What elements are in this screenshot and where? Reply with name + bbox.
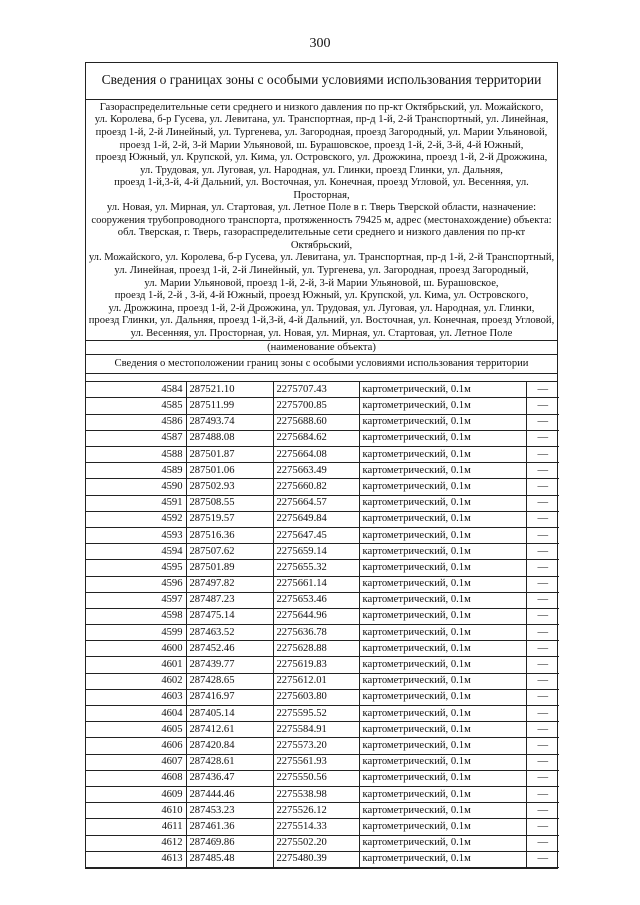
method-accuracy-cell: картометрический, 0.1м [359,608,526,624]
point-number-cell: 4608 [86,770,186,786]
note-cell: — [526,722,559,738]
y-coordinate-cell: 2275595.52 [273,706,359,722]
point-number-cell: 4597 [86,592,186,608]
table-row [86,641,559,657]
x-coordinate-cell: 287439.77 [186,657,273,673]
y-coordinate-cell: 2275561.93 [273,754,359,770]
point-number-cell: 4593 [86,527,186,543]
table-row [86,738,559,754]
point-number-cell: 4591 [86,495,186,511]
method-accuracy-cell: картометрический, 0.1м [359,738,526,754]
x-coordinate-cell: 287452.46 [186,641,273,657]
y-coordinate-cell: 2275655.32 [273,560,359,576]
method-accuracy-cell: картометрический, 0.1м [359,592,526,608]
page-number: 300 [309,36,331,51]
object-name-label: (наименование объекта) [86,340,557,355]
note-cell: — [526,447,559,463]
y-coordinate-cell: 2275688.60 [273,414,359,430]
y-coordinate-cell: 2275550.56 [273,770,359,786]
x-coordinate-cell: 287475.14 [186,608,273,624]
note-cell: — [526,592,559,608]
x-coordinate-cell: 287469.86 [186,835,273,851]
y-coordinate-cell: 2275661.14 [273,576,359,592]
point-number-cell: 4603 [86,689,186,705]
table-row [86,398,559,414]
description-line: Газораспределительные сети среднего и низкого давления по пр-кт Октябрьский, ул. Можайского, [99,101,544,113]
x-coordinate-cell: 287519.57 [186,511,273,527]
x-coordinate-cell: 287444.46 [186,786,273,802]
location-section-title: Сведения о местоположении границ зоны с особыми условиями использования территории [86,355,557,374]
table-row [86,495,559,511]
x-coordinate-cell: 287507.62 [186,544,273,560]
y-coordinate-cell: 2275659.14 [273,544,359,560]
method-accuracy-cell: картометрический, 0.1м [359,673,526,689]
x-coordinate-cell: 287485.48 [186,851,273,867]
y-coordinate-cell: 2275663.49 [273,463,359,479]
method-accuracy-cell: картометрический, 0.1м [359,835,526,851]
table-row [86,835,559,851]
table-row [86,382,559,398]
method-accuracy-cell: картометрический, 0.1м [359,689,526,705]
x-coordinate-cell: 287493.74 [186,414,273,430]
method-accuracy-cell: картометрический, 0.1м [359,495,526,511]
y-coordinate-cell: 2275573.20 [273,738,359,754]
x-coordinate-cell: 287420.84 [186,738,273,754]
point-number-cell: 4587 [86,430,186,446]
table-row [86,560,559,576]
method-accuracy-cell: картометрический, 0.1м [359,706,526,722]
point-number-cell: 4588 [86,447,186,463]
x-coordinate-cell: 287416.97 [186,689,273,705]
point-number-cell: 4606 [86,738,186,754]
section-title: Сведения о границах зоны с особыми условиями использования территории [86,63,557,100]
y-coordinate-cell: 2275644.96 [273,608,359,624]
method-accuracy-cell: картометрический, 0.1м [359,511,526,527]
point-number-cell: 4592 [86,511,186,527]
description-line: проезд Южный, ул. Крупской, ул. Кима, ул. Островского, ул. Дрожжина, проезд 1-й, 2-й Дрожжина, [95,152,548,164]
description-line: ул. Можайского, ул. Королева, б-р Гусева, ул. Левитана, ул. Транспортная, пр-д 1-й, 2-й Транспортный, [88,252,555,264]
y-coordinate-cell: 2275700.85 [273,398,359,414]
note-cell: — [526,851,559,867]
point-number-cell: 4604 [86,706,186,722]
y-coordinate-cell: 2275664.57 [273,495,359,511]
y-coordinate-cell: 2275628.88 [273,641,359,657]
method-accuracy-cell: картометрический, 0.1м [359,641,526,657]
x-coordinate-cell: 287436.47 [186,770,273,786]
y-coordinate-cell: 2275619.83 [273,657,359,673]
table-row [86,689,559,705]
method-accuracy-cell: картометрический, 0.1м [359,414,526,430]
method-accuracy-cell: картометрический, 0.1м [359,754,526,770]
table-row [86,592,559,608]
table-row [86,706,559,722]
point-number-cell: 4599 [86,625,186,641]
y-coordinate-cell: 2275502.20 [273,835,359,851]
note-cell: — [526,560,559,576]
table-row [86,430,559,446]
y-coordinate-cell: 2275612.01 [273,673,359,689]
method-accuracy-cell: картометрический, 0.1м [359,625,526,641]
y-coordinate-cell: 2275603.80 [273,689,359,705]
description-line: проезд 1-й, 2-й , 3-й, 4-й Южный, проезд Южный, ул. Крупской, ул. Кима, ул. Островского, [114,290,529,302]
method-accuracy-cell: картометрический, 0.1м [359,447,526,463]
point-number-cell: 4612 [86,835,186,851]
description-line: ул. Королева, б-р Гусева, ул. Левитана, ул. Транспортная, пр-д 1-й, 2-й Транспортный, ул. Линейная, [94,114,549,126]
method-accuracy-cell: картометрический, 0.1м [359,819,526,835]
point-number-cell: 4586 [86,414,186,430]
x-coordinate-cell: 287487.23 [186,592,273,608]
table-row [86,414,559,430]
note-cell: — [526,511,559,527]
description-line: ул. Линейная, проезд 1-й, 2-й Линейный, ул. Тургенева, ул. Загородная, проезд Загородный, [114,264,529,276]
y-coordinate-cell: 2275538.98 [273,786,359,802]
x-coordinate-cell: 287508.55 [186,495,273,511]
point-number-cell: 4585 [86,398,186,414]
method-accuracy-cell: картометрический, 0.1м [359,398,526,414]
x-coordinate-cell: 287501.87 [186,447,273,463]
method-accuracy-cell: картометрический, 0.1м [359,770,526,786]
note-cell: — [526,382,559,398]
description-line: проезд 1-й, 2-й, 3-й Марии Ульяновой, ш. Бурашовское, проезд 1-й, 2-й, 3-й, 4-й Южный, [119,139,524,151]
x-coordinate-cell: 287405.14 [186,706,273,722]
method-accuracy-cell: картометрический, 0.1м [359,786,526,802]
method-accuracy-cell: картометрический, 0.1м [359,527,526,543]
y-coordinate-cell: 2275514.33 [273,819,359,835]
point-number-cell: 4610 [86,803,186,819]
point-number-cell: 4600 [86,641,186,657]
point-number-cell: 4609 [86,786,186,802]
point-number-cell: 4605 [86,722,186,738]
method-accuracy-cell: картометрический, 0.1м [359,430,526,446]
table-row [86,479,559,495]
description-line: проезд 1-й, 2-й Линейный, ул. Тургенева, ул. Загородная, проезд Загородный, ул. Марии Ульяновой, [95,126,548,138]
note-cell: — [526,657,559,673]
description-line: обл. Тверская, г. Тверь, газораспределительные сети среднего и низкого давления по пр-кт Октябрьский, [117,227,526,251]
y-coordinate-cell: 2275684.62 [273,430,359,446]
point-number-cell: 4613 [86,851,186,867]
x-coordinate-cell: 287521.10 [186,382,273,398]
note-cell: — [526,738,559,754]
x-coordinate-cell: 287511.99 [186,398,273,414]
note-cell: — [526,786,559,802]
object-description [86,100,557,340]
y-coordinate-cell: 2275707.43 [273,382,359,398]
table-row [86,447,559,463]
y-coordinate-cell: 2275584.91 [273,722,359,738]
x-coordinate-cell: 287428.65 [186,673,273,689]
point-number-cell: 4601 [86,657,186,673]
point-number-cell: 4594 [86,544,186,560]
table-row [86,625,559,641]
table-row [86,722,559,738]
table-row [86,770,559,786]
y-coordinate-cell: 2275664.08 [273,447,359,463]
y-coordinate-cell: 2275647.45 [273,527,359,543]
note-cell: — [526,641,559,657]
note-cell: — [526,544,559,560]
method-accuracy-cell: картометрический, 0.1м [359,382,526,398]
point-number-cell: 4607 [86,754,186,770]
table-row [86,657,559,673]
x-coordinate-cell: 287412.61 [186,722,273,738]
table-row [86,803,559,819]
table-row [86,851,559,867]
description-line: ул. Весенняя, ул. Просторная, ул. Новая, ул. Мирная, ул. Стартовая, ул. Летное Поле [130,327,513,339]
x-coordinate-cell: 287502.93 [186,479,273,495]
table-row [86,576,559,592]
x-coordinate-cell: 287501.89 [186,560,273,576]
note-cell: — [526,819,559,835]
table-row [86,463,559,479]
note-cell: — [526,430,559,446]
table-row [86,754,559,770]
method-accuracy-cell: картометрический, 0.1м [359,560,526,576]
coordinates-table [86,382,559,868]
note-cell: — [526,495,559,511]
point-number-cell: 4596 [86,576,186,592]
note-cell: — [526,527,559,543]
table-row [86,819,559,835]
description-line: сооружения трубопроводного транспорта, протяженность 79425 м, адрес (местонахождение) объекта: [91,214,552,226]
method-accuracy-cell: картометрический, 0.1м [359,576,526,592]
document-frame [85,62,558,869]
description-line: проезд Глинки, ул. Дальняя, проезд 1-й,3-й, 4-й Дальний, ул. Восточная, ул. Конечная, проезд Угловой, [88,315,555,327]
point-number-cell: 4598 [86,608,186,624]
method-accuracy-cell: картометрический, 0.1м [359,851,526,867]
table-row [86,511,559,527]
y-coordinate-cell: 2275480.39 [273,851,359,867]
table-row [86,527,559,543]
y-coordinate-cell: 2275653.46 [273,592,359,608]
note-cell: — [526,398,559,414]
y-coordinate-cell: 2275526.12 [273,803,359,819]
x-coordinate-cell: 287428.61 [186,754,273,770]
table-row [86,608,559,624]
method-accuracy-cell: картометрический, 0.1м [359,657,526,673]
note-cell: — [526,463,559,479]
point-number-cell: 4595 [86,560,186,576]
table-row [86,673,559,689]
x-coordinate-cell: 287501.06 [186,463,273,479]
description-line: ул. Дрожжина, проезд 1-й, 2-й Дрожжина, ул. Трудовая, ул. Луговая, ул. Народная, ул. Глинки, [108,302,535,314]
x-coordinate-cell: 287488.08 [186,430,273,446]
method-accuracy-cell: картометрический, 0.1м [359,479,526,495]
note-cell: — [526,414,559,430]
note-cell: — [526,770,559,786]
point-number-cell: 4602 [86,673,186,689]
x-coordinate-cell: 287453.23 [186,803,273,819]
note-cell: — [526,835,559,851]
note-cell: — [526,754,559,770]
note-cell: — [526,625,559,641]
description-line: ул. Новая, ул. Мирная, ул. Стартовая, ул. Летное Поле в г. Тверь Тверской области, назначение: [106,202,537,214]
table-row [86,544,559,560]
y-coordinate-cell: 2275649.84 [273,511,359,527]
table-row [86,786,559,802]
header-spacer [86,374,557,382]
point-number-cell: 4590 [86,479,186,495]
y-coordinate-cell: 2275660.82 [273,479,359,495]
description-line: ул. Трудовая, ул. Луговая, ул. Народная, ул. Глинки, проезд Глинки, ул. Дальняя, [140,164,503,176]
point-number-cell: 4584 [86,382,186,398]
y-coordinate-cell: 2275636.78 [273,625,359,641]
description-line: ул. Марии Ульяновой, проезд 1-й, 2-й, 3-й Марии Ульяновой, ш. Бурашовское, [144,277,499,289]
note-cell: — [526,803,559,819]
method-accuracy-cell: картометрический, 0.1м [359,722,526,738]
description-line: проезд 1-й,3-й, 4-й Дальний, ул. Восточная, ул. Конечная, проезд Угловой, ул. Весенняя, ул. Просторная, [114,177,529,201]
method-accuracy-cell: картометрический, 0.1м [359,463,526,479]
note-cell: — [526,479,559,495]
note-cell: — [526,608,559,624]
note-cell: — [526,576,559,592]
note-cell: — [526,673,559,689]
note-cell: — [526,689,559,705]
x-coordinate-cell: 287497.82 [186,576,273,592]
note-cell: — [526,706,559,722]
point-number-cell: 4589 [86,463,186,479]
method-accuracy-cell: картометрический, 0.1м [359,803,526,819]
x-coordinate-cell: 287463.52 [186,625,273,641]
method-accuracy-cell: картометрический, 0.1м [359,544,526,560]
x-coordinate-cell: 287516.36 [186,527,273,543]
point-number-cell: 4611 [86,819,186,835]
x-coordinate-cell: 287461.36 [186,819,273,835]
